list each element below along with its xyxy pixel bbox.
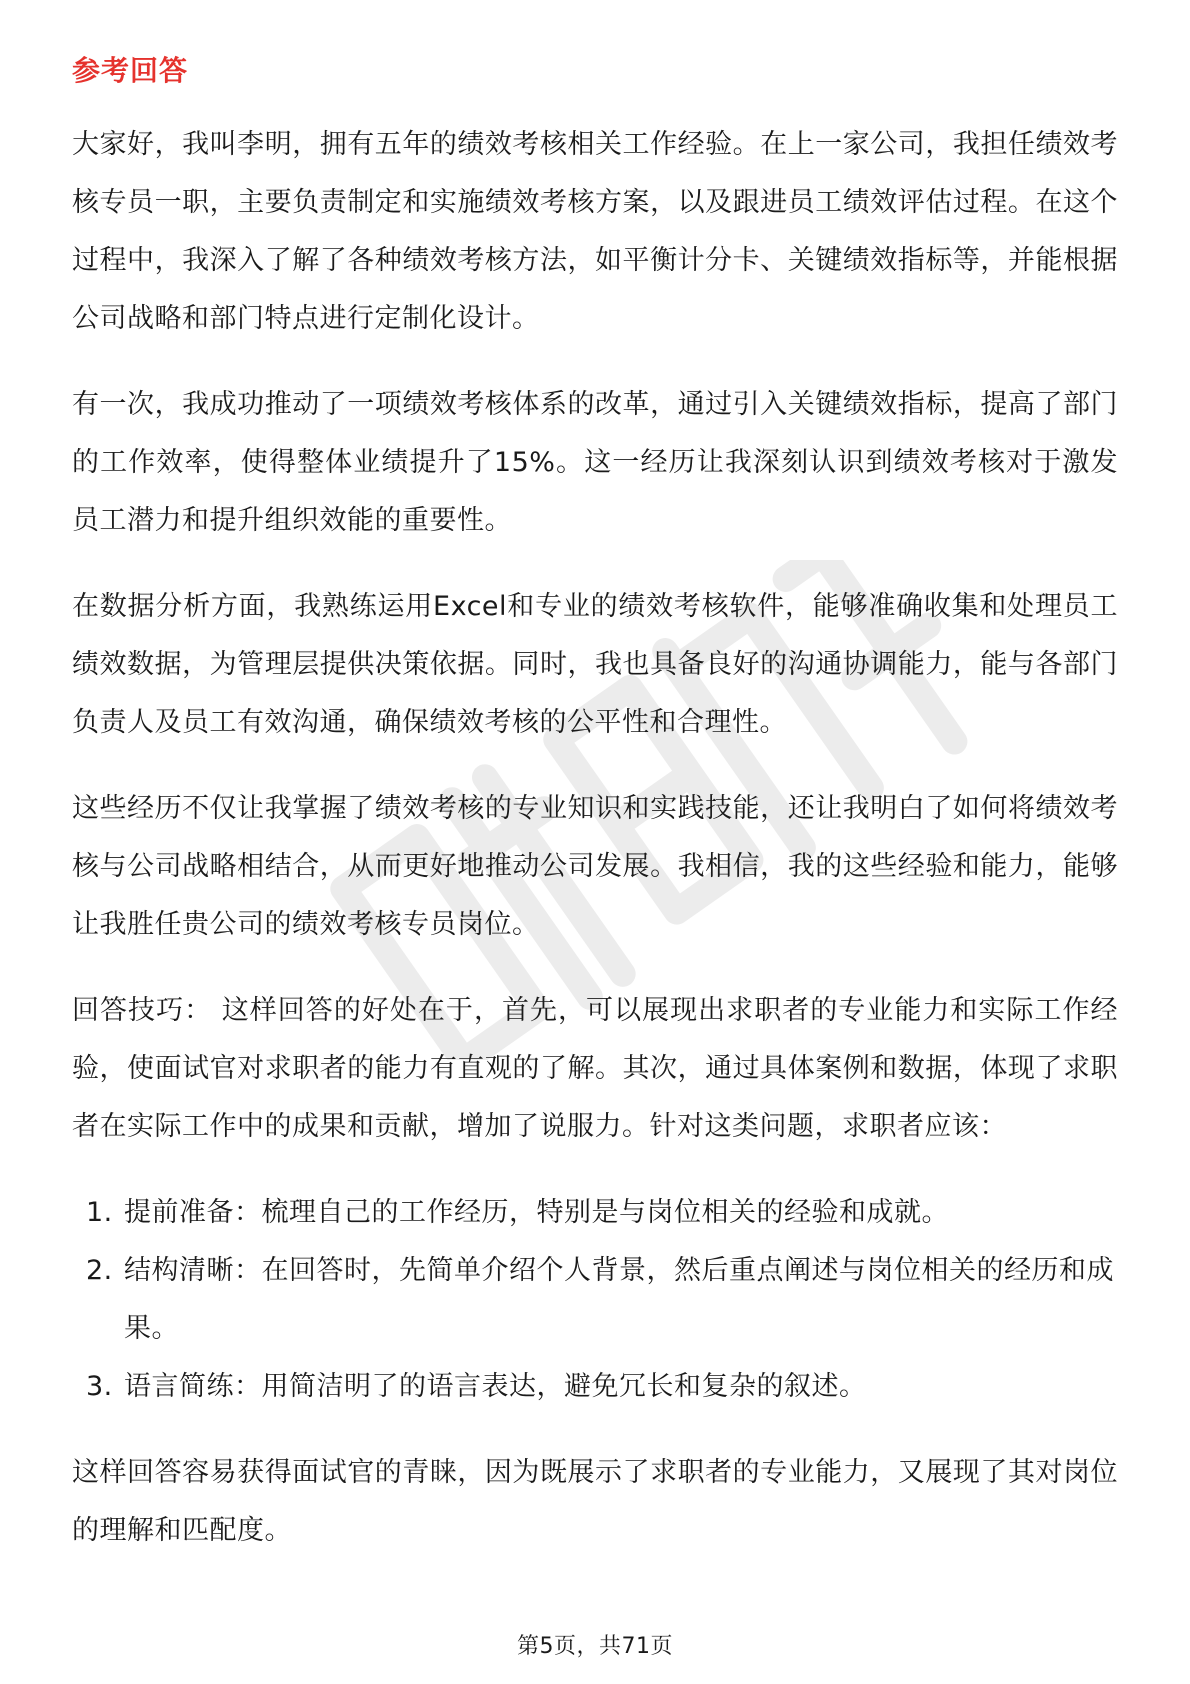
paragraph-data-analysis: 在数据分析方面，我熟练运用Excel和专业的绩效考核软件，能够准确收集和处理员工绩效数据，为管理层提供决策依据。同时，我也具备良好的沟通协调能力，能与各部门负责人及员工有效沟通，确保绩效考核的公平性和合理性。 (72, 591, 1118, 738)
section-heading: 参考回答 (72, 54, 189, 87)
list-number: 2. (86, 1255, 113, 1286)
paragraph-summary: 这些经历不仅让我掌握了绩效考核的专业知识和实践技能，还让我明白了如何将绩效考核与公司战略相结合，从而更好地推动公司发展。我相信，我的这些经验和能力，能够让我胜任贵公司的绩效考核专员岗位。 (72, 793, 1118, 940)
list-item (72, 1242, 1118, 1358)
list-text: 结构清晰：在回答时，先简单介绍个人背景，然后重点阐述与岗位相关的经历和成果。 (124, 1255, 1114, 1344)
page-number-footer: 第5页，共71页 (517, 1634, 673, 1659)
list-number: 3. (86, 1371, 113, 1402)
list-item (72, 1184, 1118, 1242)
list-item (72, 1358, 1118, 1416)
list-text: 提前准备：梳理自己的工作经历，特别是与岗位相关的经验和成就。 (124, 1197, 949, 1228)
paragraph-closing: 这样回答容易获得面试官的青睐，因为既展示了求职者的专业能力，又展现了其对岗位的理解和匹配度。 (72, 1457, 1118, 1546)
list-text: 语言简练：用简洁明了的语言表达，避免冗长和复杂的叙述。 (124, 1371, 867, 1402)
paragraph-intro: 大家好，我叫李明，拥有五年的绩效考核相关工作经验。在上一家公司，我担任绩效考核专员一职，主要负责制定和实施绩效考核方案，以及跟进员工绩效评估过程。在这个过程中，我深入了解了各种绩效考核方法，如平衡计分卡、关键绩效指标等，并能根据公司战略和部门特点进行定制化设计。 (72, 129, 1118, 334)
document-body (72, 48, 1118, 1588)
list-number: 1. (86, 1197, 113, 1228)
paragraph-achievement: 有一次，我成功推动了一项绩效考核体系的改革，通过引入关键绩效指标，提高了部门的工作效率，使得整体业绩提升了15%。这一经历让我深刻认识到绩效考核对于激发员工潜力和提升组织效能的重要性。 (72, 389, 1118, 536)
tips-list (72, 1184, 1118, 1416)
paragraph-tips: 回答技巧： 这样回答的好处在于，首先，可以展现出求职者的专业能力和实际工作经验，使面试官对求职者的能力有直观的了解。其次，通过具体案例和数据，体现了求职者在实际工作中的成果和贡献，增加了说服力。针对这类问题，求职者应该： (72, 995, 1118, 1142)
